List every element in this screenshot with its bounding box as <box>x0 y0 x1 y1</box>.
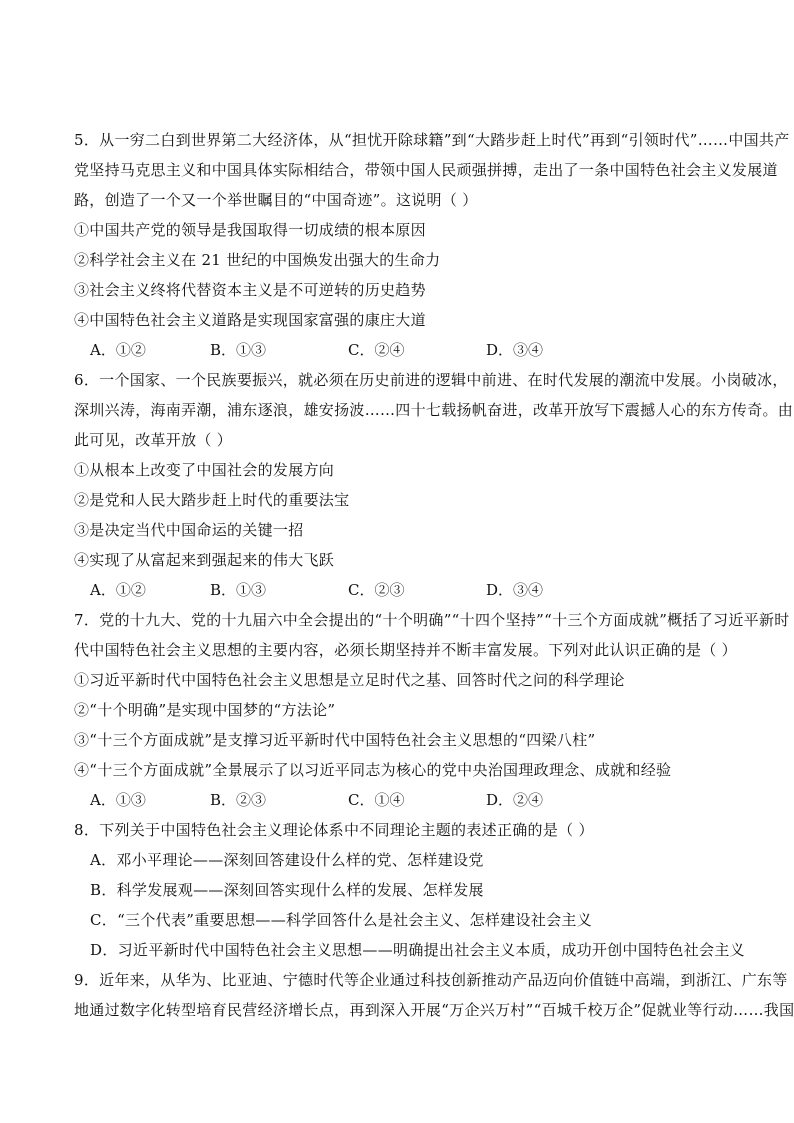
q7-statement-1: ①习近平新时代中国特色社会主义思想是立足时代之基、回答时代之问的科学理论 <box>74 671 625 689</box>
q8-choice-b[interactable]: B．科学发展观——深刻回答实现什么样的发展、怎样发展 <box>90 881 484 899</box>
q6-option-b[interactable]: B．①③ <box>210 581 267 599</box>
q6-statement-2: ②是党和人民大踏步赶上时代的重要法宝 <box>74 491 350 509</box>
q5-option-b[interactable]: B．①③ <box>210 341 267 359</box>
q5-statement-1: ①中国共产党的领导是我国取得一切成绩的根本原因 <box>74 221 426 239</box>
q5-stem-line-2: 党坚持马克思主义和中国具体实际相结合，带领中国人民顽强拼搏，走出了一条中国特色社会主义发展道 <box>74 161 778 179</box>
q9-stem-line-1: 9．近年来，从华为、比亚迪、宁德时代等企业通过科技创新推动产品迈向价值链中高端，到浙江、广东等 <box>74 971 788 989</box>
q6-stem-line-2: 深圳兴涛，海南弄潮，浦东逐浪，雄安扬波……四十七载扬帆奋进，改革开放写下震撼人心的东方传奇。由 <box>74 401 794 419</box>
q5-option-d[interactable]: D．③④ <box>486 341 544 359</box>
q6-statement-3: ③是决定当代中国命运的关键一招 <box>74 521 304 539</box>
q6-stem-line-1: 6．一个国家、一个民族要振兴，就必须在历史前进的逻辑中前进、在时代发展的潮流中发展。小岗破冰， <box>74 371 788 389</box>
q8-choice-a[interactable]: A．邓小平理论——深刻回答建设什么样的党、怎样建设党 <box>90 851 484 869</box>
q8-choice-d[interactable]: D．习近平新时代中国特色社会主义思想——明确提出社会主义本质，成功开创中国特色社会主义 <box>90 941 745 959</box>
q7-statement-4: ④“十三个方面成就”全景展示了以习近平同志为核心的党中央治国理政理念、成就和经验 <box>74 761 672 779</box>
q5-stem-line-3: 路，创造了一个又一个举世瞩目的“中国奇迹”。这说明（ ） <box>74 191 478 209</box>
q6-options <box>90 580 730 600</box>
q8-stem-line-1: 8．下列关于中国特色社会主义理论体系中不同理论主题的表述正确的是（ ） <box>74 821 594 839</box>
q5-option-c[interactable]: C．②④ <box>348 341 405 359</box>
q7-stem-line-1: 7．党的十九大、党的十九届六中全会提出的“十个明确”“十四个坚持”“十三个方面成就”概括了习近平新时 <box>74 611 790 629</box>
q6-stem-line-3: 此可见，改革开放（ ） <box>74 431 233 449</box>
q5-statement-2: ②科学社会主义在 21 世纪的中国焕发出强大的生命力 <box>74 251 441 269</box>
q6-statement-1: ①从根本上改变了中国社会的发展方向 <box>74 461 335 479</box>
q7-stem-line-2: 代中国特色社会主义思想的主要内容，必须长期坚持并不断丰富发展。下列对此认识正确的是（ ） <box>74 641 737 659</box>
q6-option-d[interactable]: D．③④ <box>486 581 544 599</box>
q5-statement-3: ③社会主义终将代替资本主义是不可逆转的历史趋势 <box>74 281 426 299</box>
q7-option-a[interactable]: A．①③ <box>90 791 146 809</box>
q7-option-d[interactable]: D．②④ <box>486 791 544 809</box>
q5-stem-line-1: 5．从一穷二白到世界第二大经济体，从“担忧开除球籍”到“大踏步赶上时代”再到“引领时代”……中国共产 <box>74 131 790 149</box>
q7-option-b[interactable]: B．②③ <box>210 791 267 809</box>
q6-option-a[interactable]: A．①② <box>90 581 146 599</box>
q9-stem-line-2: 地通过数字化转型培育民营经济增长点，再到深入开展“万企兴万村”“百城千校万企”促就业等行动……我国 <box>74 1001 794 1019</box>
q7-option-c[interactable]: C．①④ <box>348 791 405 809</box>
q7-options <box>90 790 730 810</box>
q7-statement-2: ②“十个明确”是实现中国梦的“方法论” <box>74 701 336 719</box>
q5-statement-4: ④中国特色社会主义道路是实现国家富强的康庄大道 <box>74 311 426 329</box>
q5-option-a[interactable]: A．①② <box>90 341 146 359</box>
q5-options <box>90 340 730 360</box>
q6-option-c[interactable]: C．②③ <box>348 581 405 599</box>
q8-choice-c[interactable]: C．“三个代表”重要思想——科学回答什么是社会主义、怎样建设社会主义 <box>90 911 593 929</box>
q7-statement-3: ③“十三个方面成就”是支撑习近平新时代中国特色社会主义思想的“四梁八柱” <box>74 731 596 749</box>
q6-statement-4: ④实现了从富起来到强起来的伟大飞跃 <box>74 551 335 569</box>
